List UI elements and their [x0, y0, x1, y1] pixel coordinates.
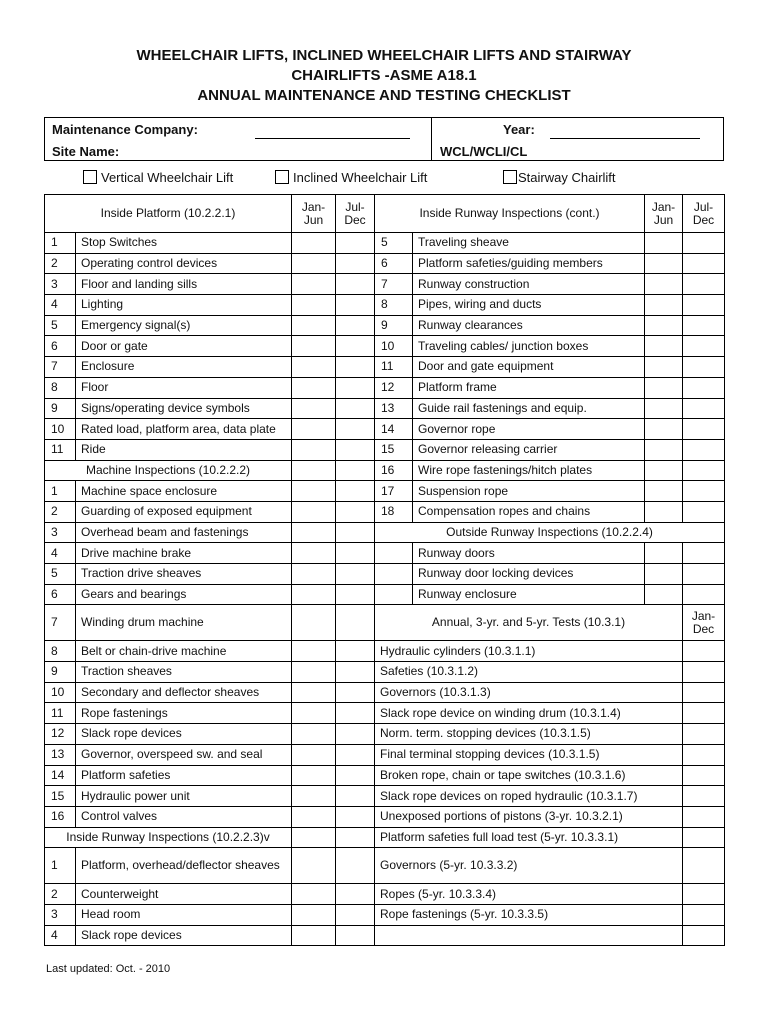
item-label: Traction sheaves: [76, 662, 292, 683]
jan-jun-check-cell[interactable]: [292, 848, 336, 884]
year-field[interactable]: [550, 138, 700, 139]
header-divider: [431, 118, 432, 160]
jul-dec-check-cell[interactable]: [336, 703, 375, 724]
item-label: Platform safeties/guiding members: [413, 253, 645, 274]
item-number: 5: [45, 564, 76, 585]
jan-jun-check-cell[interactable]: [292, 724, 336, 745]
item-number: 1: [45, 848, 76, 884]
jul-dec-check-cell[interactable]: [336, 233, 375, 254]
item-label: Governor, overspeed sw. and seal: [76, 744, 292, 765]
item-number: 13: [45, 744, 76, 765]
jan-dec-check-cell[interactable]: [683, 884, 725, 905]
item-number: 18: [375, 501, 413, 522]
jul-dec-check-cell[interactable]: [336, 662, 375, 683]
jan-dec-check-cell[interactable]: [683, 806, 725, 827]
table-row: [45, 357, 725, 378]
lift-type-code: WCL/WCLI/CL: [440, 144, 528, 159]
maintenance-company-label: Maintenance Company:: [52, 122, 198, 137]
item-label: Head room: [76, 904, 292, 925]
item-label: Signs/operating device symbols: [76, 398, 292, 419]
item-number: [375, 584, 413, 605]
item-number: 8: [45, 641, 76, 662]
jul-dec-check-cell[interactable]: [336, 806, 375, 827]
stairway-chairlift-checkbox[interactable]: [503, 170, 517, 184]
jan-jun-check-cell[interactable]: [292, 744, 336, 765]
jul-dec-check-cell[interactable]: [336, 925, 375, 946]
item-label: Slack rope devices: [76, 724, 292, 745]
jan-jun-check-cell[interactable]: [292, 641, 336, 662]
item-label: Belt or chain-drive machine: [76, 641, 292, 662]
jul-dec-check-cell[interactable]: [336, 295, 375, 316]
table-row: [45, 827, 725, 848]
jan-dec-check-cell[interactable]: [683, 904, 725, 925]
inclined-lift-checkbox[interactable]: [275, 170, 289, 184]
jan-jun-check-cell[interactable]: [292, 357, 336, 378]
table-row: [45, 806, 725, 827]
jan-jun-check-cell[interactable]: [645, 501, 683, 522]
jul-dec-check-cell[interactable]: [336, 377, 375, 398]
item-label: Traction drive sheaves: [76, 564, 292, 585]
test-item-label: [375, 925, 683, 946]
item-label: Floor: [76, 377, 292, 398]
table-row: [45, 377, 725, 398]
jan-jun-check-cell[interactable]: [292, 253, 336, 274]
jan-jun-check-cell[interactable]: [645, 481, 683, 502]
jan-jun-check-cell[interactable]: [292, 703, 336, 724]
item-label: Control valves: [76, 806, 292, 827]
jan-jun-check-cell[interactable]: [292, 662, 336, 683]
jan-jun-check-cell[interactable]: [292, 827, 336, 848]
jul-dec-check-cell[interactable]: [336, 765, 375, 786]
item-number: 12: [45, 724, 76, 745]
test-item-label: Rope fastenings (5-yr. 10.3.3.5): [375, 904, 683, 925]
item-label: Wire rope fastenings/hitch plates: [413, 460, 645, 481]
jul-dec-check-cell[interactable]: [336, 439, 375, 460]
table-row: [45, 925, 725, 946]
test-item-label: Broken rope, chain or tape switches (10.3.1.6): [375, 765, 683, 786]
jul-dec-check-cell[interactable]: [683, 564, 725, 585]
jan-jun-check-cell[interactable]: [645, 460, 683, 481]
jan-jun-check-cell[interactable]: [292, 460, 336, 481]
item-label: Runway enclosure: [413, 584, 645, 605]
item-number: 4: [45, 543, 76, 564]
item-label: Platform frame: [413, 377, 645, 398]
jan-jun-check-cell[interactable]: [292, 233, 336, 254]
item-number: 11: [45, 703, 76, 724]
section-header-label: Outside Runway Inspections (10.2.2.4): [375, 522, 725, 543]
jan-jun-check-cell[interactable]: [645, 584, 683, 605]
item-number: 10: [45, 419, 76, 440]
jul-dec-check-cell[interactable]: [336, 641, 375, 662]
jan-jun-check-cell[interactable]: [645, 315, 683, 336]
item-number: 1: [45, 233, 76, 254]
test-item-label: Hydraulic cylinders (10.3.1.1): [375, 641, 683, 662]
jan-jun-check-cell[interactable]: [292, 904, 336, 925]
jul-dec-check-cell[interactable]: [336, 315, 375, 336]
table-row: [45, 522, 725, 543]
jan-dec-check-cell[interactable]: [683, 848, 725, 884]
jan-dec-check-cell[interactable]: [683, 703, 725, 724]
last-updated-footer: Last updated: Oct. - 2010: [46, 963, 171, 975]
vertical-lift-label: Vertical Wheelchair Lift: [101, 170, 234, 185]
jan-dec-check-cell[interactable]: [683, 827, 725, 848]
jan-jun-check-cell[interactable]: [645, 377, 683, 398]
jul-dec-check-cell[interactable]: [336, 253, 375, 274]
jan-jun-check-cell[interactable]: [292, 682, 336, 703]
item-label: Runway door locking devices: [413, 564, 645, 585]
item-number: 6: [375, 253, 413, 274]
test-item-label: Platform safeties full load test (5-yr. 10.3.3.1): [375, 827, 683, 848]
jan-jun-check-cell[interactable]: [645, 336, 683, 357]
item-number: 14: [45, 765, 76, 786]
jan-jun-check-cell[interactable]: [292, 315, 336, 336]
jan-jun-check-cell[interactable]: [292, 584, 336, 605]
jan-dec-check-cell[interactable]: [683, 641, 725, 662]
item-number: 8: [45, 377, 76, 398]
item-number: 6: [45, 584, 76, 605]
item-label: Pipes, wiring and ducts: [413, 295, 645, 316]
jan-jun-check-cell[interactable]: [292, 481, 336, 502]
jan-dec-check-cell[interactable]: [683, 744, 725, 765]
item-label: Emergency signal(s): [76, 315, 292, 336]
item-label: Door and gate equipment: [413, 357, 645, 378]
jan-jun-check-cell[interactable]: [292, 522, 336, 543]
document-title-line-1: WHEELCHAIR LIFTS, INCLINED WHEELCHAIR LIFTS AND STAIRWAY: [136, 47, 632, 64]
table-row: [45, 703, 725, 724]
item-number: 17: [375, 481, 413, 502]
inclined-lift-label: Inclined Wheelchair Lift: [293, 170, 428, 185]
table-row: [45, 295, 725, 316]
jan-jun-check-cell[interactable]: [292, 501, 336, 522]
item-number: 3: [45, 522, 76, 543]
section-header-label: Annual, 3-yr. and 5-yr. Tests (10.3.1): [375, 605, 683, 641]
item-number: 9: [45, 398, 76, 419]
jul-dec-check-cell[interactable]: [683, 439, 725, 460]
item-label: Machine space enclosure: [76, 481, 292, 502]
lift-type-option-vertical[interactable]: [83, 170, 233, 186]
maintenance-company-field[interactable]: [255, 138, 410, 139]
test-item-label: Ropes (5-yr. 10.3.3.4): [375, 884, 683, 905]
jul-dec-check-cell[interactable]: [683, 481, 725, 502]
item-number: 16: [45, 806, 76, 827]
item-label: Hydraulic power unit: [76, 786, 292, 807]
jan-jun-check-cell[interactable]: [292, 925, 336, 946]
jan-jun-check-cell[interactable]: [292, 336, 336, 357]
jul-dec-check-cell[interactable]: [336, 724, 375, 745]
jan-jun-check-cell[interactable]: [645, 233, 683, 254]
jan-jun-check-cell[interactable]: [292, 419, 336, 440]
jan-jun-check-cell[interactable]: [292, 439, 336, 460]
site-name-label: Site Name:: [52, 144, 120, 159]
jan-dec-column-header: Jan- Dec: [683, 605, 725, 641]
item-number: 7: [45, 357, 76, 378]
jul-dec-check-cell[interactable]: [683, 336, 725, 357]
table-row: [45, 765, 725, 786]
item-number: 12: [375, 377, 413, 398]
jul-dec-check-cell[interactable]: [336, 786, 375, 807]
item-label: Runway clearances: [413, 315, 645, 336]
jul-dec-check-cell[interactable]: [683, 398, 725, 419]
item-number: 10: [45, 682, 76, 703]
inside-platform-section-header: Inside Platform (10.2.2.1): [45, 195, 292, 233]
item-number: 4: [45, 925, 76, 946]
item-number: 9: [45, 662, 76, 683]
year-label: Year:: [503, 122, 535, 137]
jul-dec-check-cell[interactable]: [683, 295, 725, 316]
table-row: [45, 584, 725, 605]
test-item-label: Governors (5-yr. 10.3.3.2): [375, 848, 683, 884]
item-label: Floor and landing sills: [76, 274, 292, 295]
item-label: Secondary and deflector sheaves: [76, 682, 292, 703]
item-number: 10: [375, 336, 413, 357]
item-label: Drive machine brake: [76, 543, 292, 564]
table-row: [45, 481, 725, 502]
jul-dec-check-cell[interactable]: [683, 419, 725, 440]
item-number: [375, 564, 413, 585]
lift-type-option-inclined[interactable]: [275, 170, 427, 186]
table-row: [45, 641, 725, 662]
jul-dec-check-cell[interactable]: [683, 357, 725, 378]
jul-dec-check-cell[interactable]: [336, 827, 375, 848]
test-item-label: Final terminal stopping devices (10.3.1.5): [375, 744, 683, 765]
item-number: 15: [45, 786, 76, 807]
jul-dec-check-cell[interactable]: [336, 744, 375, 765]
jul-dec-column-header: Jul- Dec: [336, 195, 375, 233]
table-row: [45, 253, 725, 274]
item-label: Governor rope: [413, 419, 645, 440]
item-label: Ride: [76, 439, 292, 460]
jul-dec-check-cell[interactable]: [336, 904, 375, 925]
item-number: 13: [375, 398, 413, 419]
item-number: 3: [45, 274, 76, 295]
jan-jun-check-cell[interactable]: [292, 765, 336, 786]
jan-jun-check-cell[interactable]: [292, 274, 336, 295]
table-row: [45, 274, 725, 295]
jul-dec-check-cell[interactable]: [336, 336, 375, 357]
item-number: 16: [375, 460, 413, 481]
jul-dec-check-cell[interactable]: [683, 501, 725, 522]
table-row: [45, 605, 725, 641]
jul-dec-check-cell[interactable]: [336, 460, 375, 481]
jan-dec-check-cell[interactable]: [683, 724, 725, 745]
inside-runway-cont-section-header: Inside Runway Inspections (cont.): [375, 195, 645, 233]
item-label: Rope fastenings: [76, 703, 292, 724]
table-row: [45, 662, 725, 683]
jul-dec-check-cell[interactable]: [683, 377, 725, 398]
table-row: [45, 233, 725, 254]
jan-dec-check-cell[interactable]: [683, 662, 725, 683]
item-label: Guarding of exposed equipment: [76, 501, 292, 522]
jul-dec-check-cell[interactable]: [683, 460, 725, 481]
item-number: 14: [375, 419, 413, 440]
section-header-label: Inside Runway Inspections (10.2.2.3)v: [45, 827, 292, 848]
test-item-label: Safeties (10.3.1.2): [375, 662, 683, 683]
jul-dec-check-cell[interactable]: [683, 274, 725, 295]
table-row: [45, 848, 725, 884]
jan-jun-column-header-right: Jan- Jun: [645, 195, 683, 233]
jan-jun-check-cell[interactable]: [292, 377, 336, 398]
jan-jun-check-cell[interactable]: [645, 274, 683, 295]
jan-jun-check-cell[interactable]: [292, 564, 336, 585]
jul-dec-check-cell[interactable]: [683, 584, 725, 605]
jul-dec-check-cell[interactable]: [336, 522, 375, 543]
jan-jun-check-cell[interactable]: [292, 543, 336, 564]
item-number: 2: [45, 501, 76, 522]
jul-dec-check-cell[interactable]: [336, 357, 375, 378]
document-title-line-2: CHAIRLIFTS -ASME A18.1: [291, 67, 477, 84]
item-label: Counterweight: [76, 884, 292, 905]
item-label: Operating control devices: [76, 253, 292, 274]
table-row: [45, 501, 725, 522]
jan-jun-check-cell[interactable]: [292, 786, 336, 807]
checklist-table: [44, 194, 725, 946]
table-row: [45, 460, 725, 481]
item-number: 8: [375, 295, 413, 316]
jul-dec-check-cell[interactable]: [336, 605, 375, 641]
item-number: 11: [45, 439, 76, 460]
item-label: Gears and bearings: [76, 584, 292, 605]
item-label: Suspension rope: [413, 481, 645, 502]
jul-dec-check-cell[interactable]: [336, 543, 375, 564]
item-number: [375, 543, 413, 564]
jul-dec-check-cell[interactable]: [336, 419, 375, 440]
table-row: [45, 564, 725, 585]
item-number: 11: [375, 357, 413, 378]
jan-jun-check-cell[interactable]: [292, 295, 336, 316]
table-row: [45, 439, 725, 460]
jan-jun-check-cell[interactable]: [645, 357, 683, 378]
item-label: Overhead beam and fastenings: [76, 522, 292, 543]
lift-type-option-stairway[interactable]: [503, 170, 616, 186]
item-number: 2: [45, 253, 76, 274]
item-label: Guide rail fastenings and equip.: [413, 398, 645, 419]
test-item-label: Slack rope device on winding drum (10.3.1.4): [375, 703, 683, 724]
jan-jun-check-cell[interactable]: [645, 253, 683, 274]
item-number: 7: [45, 605, 76, 641]
jul-dec-check-cell[interactable]: [336, 848, 375, 884]
jan-jun-check-cell[interactable]: [645, 439, 683, 460]
jul-dec-column-header-right: Jul- Dec: [683, 195, 725, 233]
jan-dec-check-cell[interactable]: [683, 786, 725, 807]
jul-dec-check-cell[interactable]: [683, 543, 725, 564]
item-label: Traveling sheave: [413, 233, 645, 254]
jan-dec-check-cell[interactable]: [683, 925, 725, 946]
item-number: 4: [45, 295, 76, 316]
jul-dec-check-cell[interactable]: [336, 682, 375, 703]
jul-dec-check-cell[interactable]: [336, 884, 375, 905]
jan-dec-check-cell[interactable]: [683, 765, 725, 786]
jul-dec-check-cell[interactable]: [336, 274, 375, 295]
table-row: [45, 336, 725, 357]
item-label: Stop Switches: [76, 233, 292, 254]
table-header-row: [45, 195, 725, 233]
test-item-label: Governors (10.3.1.3): [375, 682, 683, 703]
item-number: 6: [45, 336, 76, 357]
vertical-lift-checkbox[interactable]: [83, 170, 97, 184]
item-number: 3: [45, 904, 76, 925]
item-label: Lighting: [76, 295, 292, 316]
section-header-label: Machine Inspections (10.2.2.2): [45, 460, 292, 481]
jan-dec-check-cell[interactable]: [683, 682, 725, 703]
jan-jun-check-cell[interactable]: [292, 806, 336, 827]
table-row: [45, 884, 725, 905]
item-label: Platform, overhead/deflector sheaves: [76, 848, 292, 884]
table-row: [45, 398, 725, 419]
item-label: Runway construction: [413, 274, 645, 295]
table-row: [45, 315, 725, 336]
jul-dec-check-cell[interactable]: [683, 253, 725, 274]
item-label: Runway doors: [413, 543, 645, 564]
test-item-label: Norm. term. stopping devices (10.3.1.5): [375, 724, 683, 745]
test-item-label: Unexposed portions of pistons (3-yr. 10.3.2.1): [375, 806, 683, 827]
item-number: 9: [375, 315, 413, 336]
jul-dec-check-cell[interactable]: [336, 501, 375, 522]
jan-jun-check-cell[interactable]: [292, 884, 336, 905]
item-label: Traveling cables/ junction boxes: [413, 336, 645, 357]
item-label: Slack rope devices: [76, 925, 292, 946]
table-row: [45, 904, 725, 925]
table-row: [45, 419, 725, 440]
jul-dec-check-cell[interactable]: [336, 564, 375, 585]
item-number: 5: [375, 233, 413, 254]
item-label: Rated load, platform area, data plate: [76, 419, 292, 440]
jul-dec-check-cell[interactable]: [336, 584, 375, 605]
test-item-label: Slack rope devices on roped hydraulic (10.3.1.7): [375, 786, 683, 807]
jan-jun-check-cell[interactable]: [292, 398, 336, 419]
jul-dec-check-cell[interactable]: [683, 315, 725, 336]
item-number: 2: [45, 884, 76, 905]
item-number: 1: [45, 481, 76, 502]
table-row: [45, 682, 725, 703]
item-label: Platform safeties: [76, 765, 292, 786]
item-label: Winding drum machine: [76, 605, 292, 641]
jan-jun-check-cell[interactable]: [645, 398, 683, 419]
jan-jun-check-cell[interactable]: [645, 543, 683, 564]
jan-jun-check-cell[interactable]: [292, 605, 336, 641]
item-number: 15: [375, 439, 413, 460]
jul-dec-check-cell[interactable]: [336, 398, 375, 419]
item-number: 7: [375, 274, 413, 295]
jul-dec-check-cell[interactable]: [336, 481, 375, 502]
item-label: Door or gate: [76, 336, 292, 357]
stairway-chairlift-label: Stairway Chairlift: [518, 170, 616, 185]
document-title-line-3: ANNUAL MAINTENANCE AND TESTING CHECKLIST: [197, 87, 571, 104]
jan-jun-column-header: Jan- Jun: [292, 195, 336, 233]
item-label: Governor releasing carrier: [413, 439, 645, 460]
item-label: Enclosure: [76, 357, 292, 378]
table-row: [45, 724, 725, 745]
table-row: [45, 543, 725, 564]
header-info-box: [44, 117, 724, 161]
jan-jun-check-cell[interactable]: [645, 419, 683, 440]
jul-dec-check-cell[interactable]: [683, 233, 725, 254]
item-label: Compensation ropes and chains: [413, 501, 645, 522]
table-row: [45, 786, 725, 807]
jan-jun-check-cell[interactable]: [645, 295, 683, 316]
item-number: 5: [45, 315, 76, 336]
table-row: [45, 744, 725, 765]
jan-jun-check-cell[interactable]: [645, 564, 683, 585]
